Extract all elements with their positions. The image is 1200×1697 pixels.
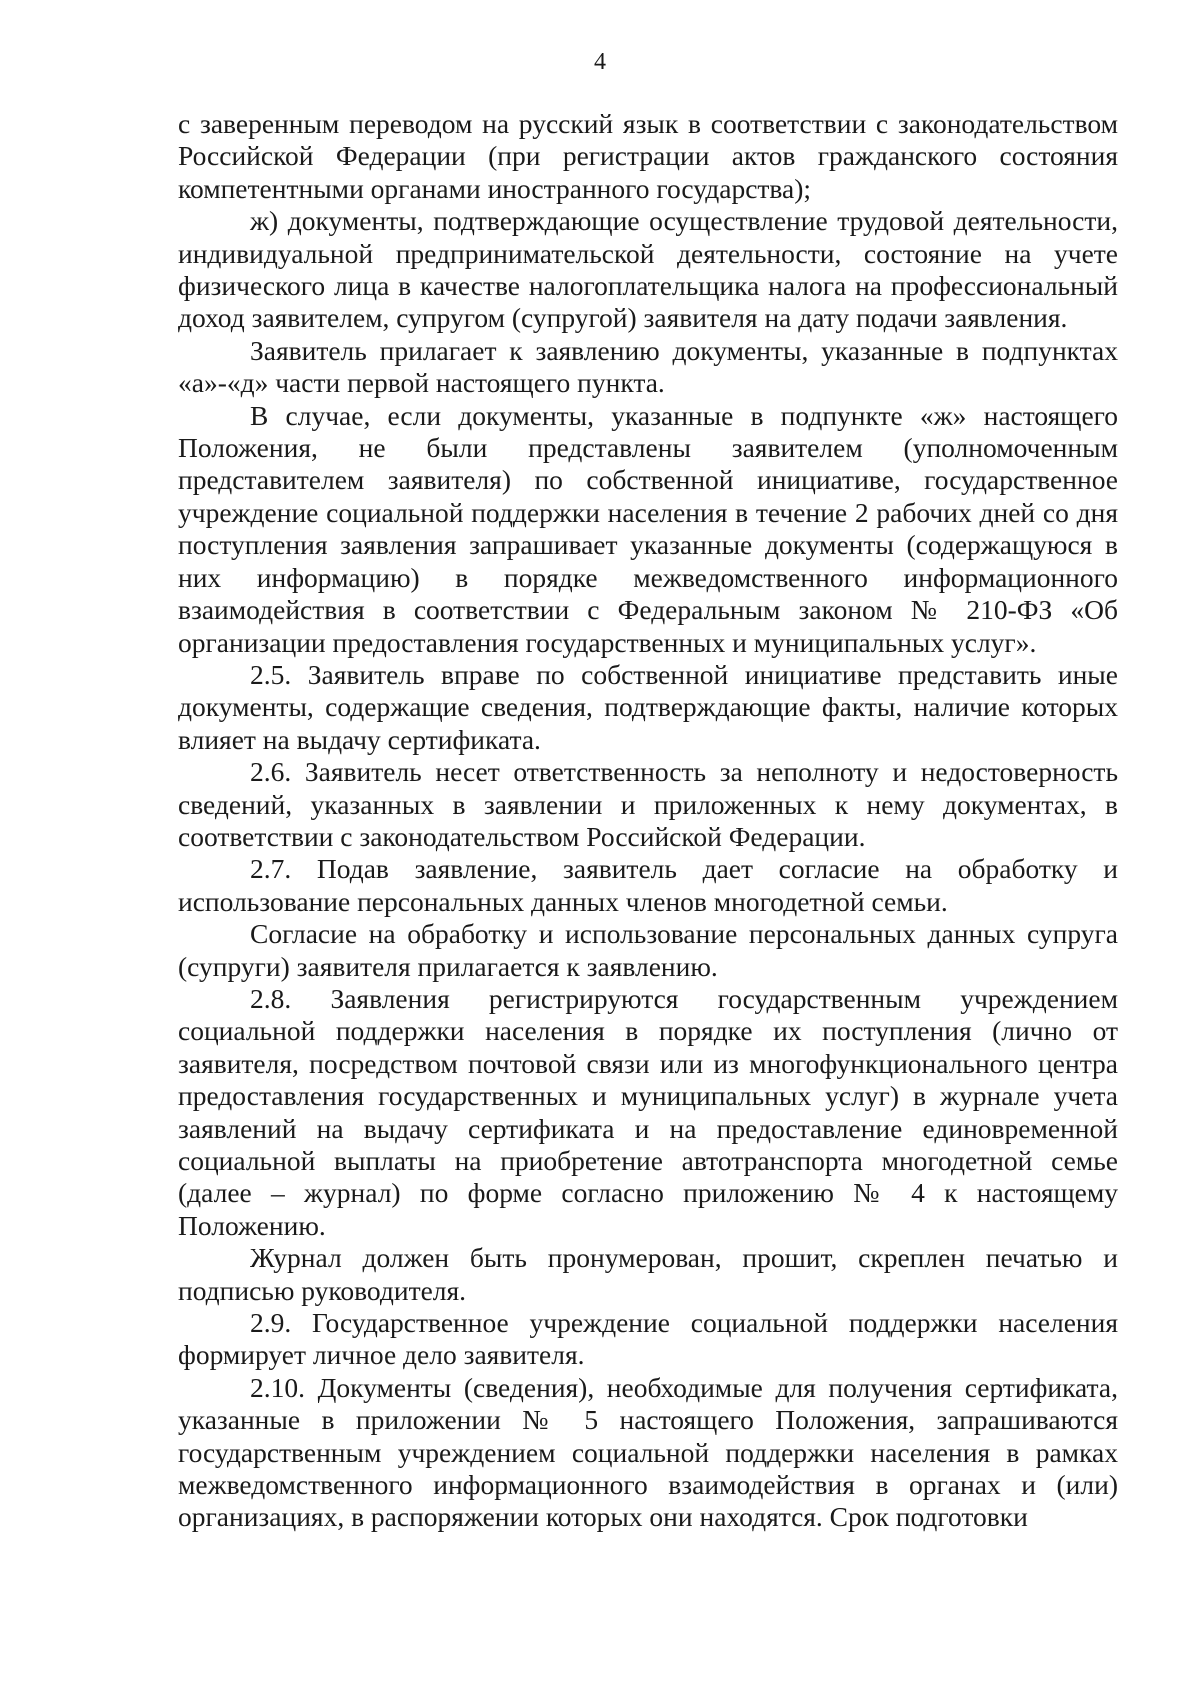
document-body (178, 108, 1118, 1534)
page-number: 4 (594, 49, 606, 75)
paragraph-2-6: 2.6. Заявитель несет ответственность за неполноту и недостоверность сведений, указанных в заявлении и приложенных к нему документах, в соответствии с законодательством Российской Федерации. (178, 756, 1118, 852)
paragraph-interagency-request: В случае, если документы, указанные в подпункте «ж» настоящего Положения, не были представлены заявителем (уполномоченным представителем заявителя) по собственной инициативе, государственное учреждение социальной поддержки населения в течение 2 рабочих дней со дня поступления заявления запрашивает указанные документы (содержащуюся в них информацию) в порядке межведомственного информационного взаимодействия в соответствии с Федеральным законом № 210-ФЗ «Об организации предоставления государственных и муниципальных услуг». (178, 399, 1118, 658)
paragraph-subitem-zh: ж) документы, подтверждающие осуществление трудовой деятельности, индивидуальной предпринимательской деятельности, состояние на учете физического лица в качестве налогоплательщика налога на профессиональный доход заявителем, супругом (супругой) заявителя на дату подачи заявления. (178, 205, 1118, 334)
paragraph-2-8: 2.8. Заявления регистрируются государственным учреждением социальной поддержки населения в порядке их поступления (лично от заявителя, посредством почтовой связи или из многофункционального центра предоставления государственных и муниципальных услуг) в журнале учета заявлений на выдачу сертификата и на предоставление единовременной социальной выплаты на приобретение автотранспорта многодетной семье (далее – журнал) по форме согласно приложению № 4 к настоящему Положению. (178, 982, 1118, 1241)
paragraph-2-9: 2.9. Государственное учреждение социальной поддержки населения формирует личное дело заявителя. (178, 1307, 1118, 1371)
paragraph-2-7: 2.7. Подав заявление, заявитель дает согласие на обработку и использование персональных данных членов многодетной семьи. (178, 853, 1118, 917)
paragraph-2-5: 2.5. Заявитель вправе по собственной инициативе представить иные документы, содержащие сведения, подтверждающие факты, наличие которых влияет на выдачу сертификата. (178, 658, 1118, 755)
paragraph-continuation: с заверенным переводом на русский язык в соответствии с законодательством Российской Федерации (при регистрации актов гражданского состояния компетентными органами иностранного государства); (178, 108, 1118, 204)
paragraph-consent: Согласие на обработку и использование персональных данных супруга (супруги) заявителя прилагается к заявлению. (178, 918, 1118, 982)
paragraph-2-10: 2.10. Документы (сведения), необходимые для получения сертификата, указанные в приложении № 5 настоящего Положения, запрашиваются государственным учреждением социальной поддержки населения в рамках межведомственного информационного взаимодействия в органах и (или) организациях, в распоряжении которых они находятся. Срок подготовки (178, 1371, 1118, 1533)
paragraph-journal: Журнал должен быть пронумерован, прошит, скреплен печатью и подписью руководителя. (178, 1242, 1118, 1306)
paragraph-attachments: Заявитель прилагает к заявлению документы, указанные в подпунктах «а»-«д» части первой настоящего пункта. (178, 334, 1118, 399)
